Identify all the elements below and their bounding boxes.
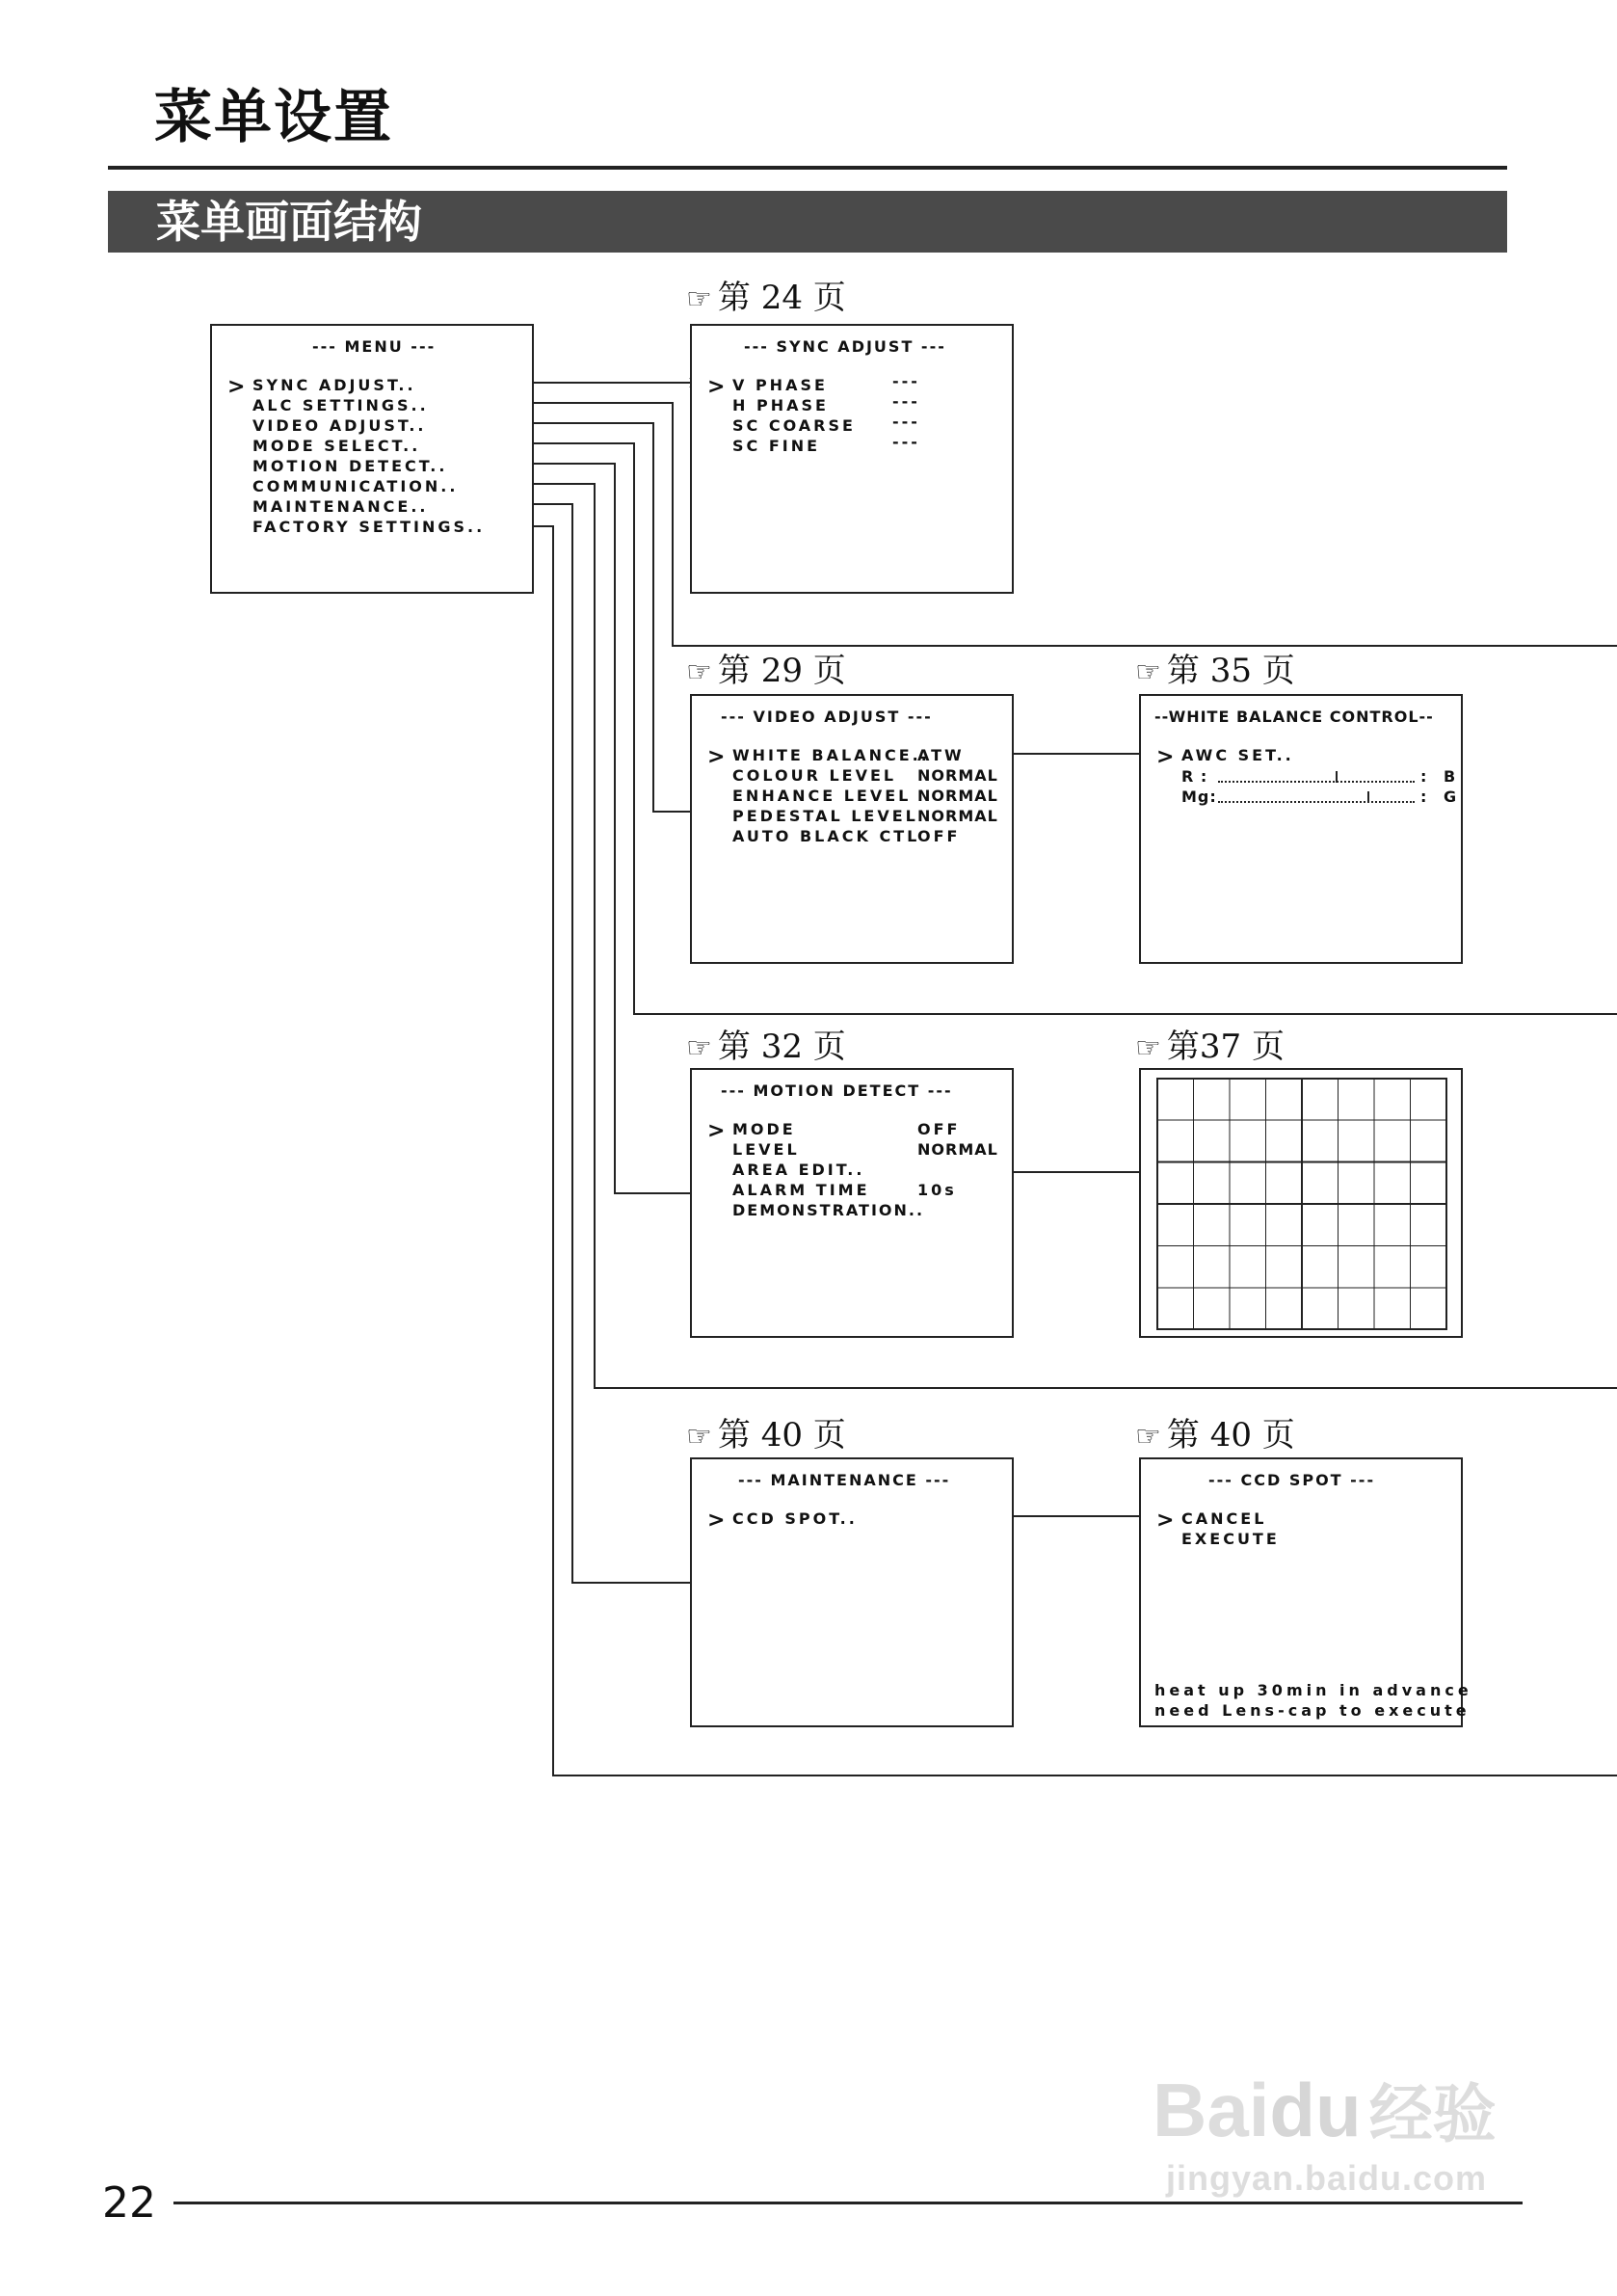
page-ref-maint: ☞ 第 40 页 xyxy=(686,1416,846,1455)
watermark-cn: 经验 xyxy=(1368,2078,1497,2149)
motion-row-label[interactable]: DEMONSTRATION.. xyxy=(732,1201,925,1219)
cursor-icon: > xyxy=(707,745,726,769)
video-adjust-header: --- VIDEO ADJUST --- xyxy=(721,707,933,726)
sync-row-value: --- xyxy=(892,413,920,431)
video-row-value: NORMAL xyxy=(917,787,998,805)
cursor-icon: > xyxy=(707,1119,726,1143)
sync-row-label[interactable]: H PHASE xyxy=(732,396,829,414)
page-ref-motion: ☞ 第 32 页 xyxy=(686,1028,846,1066)
watermark-paw: du xyxy=(1269,2068,1362,2152)
ccd-note-line2: need Lens-cap to execute xyxy=(1154,1701,1471,1720)
menu-item-sync-adjust[interactable]: SYNC ADJUST.. xyxy=(252,376,416,394)
sync-row-value: --- xyxy=(892,372,920,390)
page-ref-area: ☞ 第37 页 xyxy=(1135,1028,1285,1066)
page-ref-ccd: ☞ 第 40 页 xyxy=(1135,1416,1295,1455)
menu-item-motion-detect[interactable]: MOTION DETECT.. xyxy=(252,457,448,475)
r-label: R : xyxy=(1181,767,1208,786)
connector-maint xyxy=(466,504,692,1583)
page-ref-wb: ☞ 第 35 页 xyxy=(1135,652,1295,690)
menu-item-maintenance[interactable]: MAINTENANCE.. xyxy=(252,497,429,516)
sync-row-label[interactable]: SC COARSE xyxy=(732,416,856,435)
cursor-icon: > xyxy=(707,375,726,399)
video-row-value: NORMAL xyxy=(917,766,998,785)
pointing-hand-icon: ☞ xyxy=(1135,655,1161,689)
mg-label: Mg: xyxy=(1181,788,1217,806)
menu-item-communication[interactable]: COMMUNICATION.. xyxy=(252,477,459,495)
mg-end-label: : G xyxy=(1420,788,1463,806)
video-row-value: ATW xyxy=(917,746,965,764)
motion-row-value: NORMAL xyxy=(917,1140,998,1159)
footer-rule xyxy=(173,2202,1523,2204)
motion-detect-screen xyxy=(690,1068,1014,1338)
baidu-watermark xyxy=(1153,2068,1497,2198)
motion-row-value: OFF xyxy=(917,1120,961,1138)
cursor-icon: > xyxy=(707,1508,726,1533)
connector-alc xyxy=(466,403,1617,646)
ccd-spot-screen xyxy=(1139,1457,1472,1727)
cursor-icon: > xyxy=(1156,1508,1175,1533)
white-balance-header: --WHITE BALANCE CONTROL-- xyxy=(1154,707,1434,726)
menu-item-alc-settings[interactable]: ALC SETTINGS.. xyxy=(252,396,429,414)
motion-row-label[interactable]: LEVEL xyxy=(732,1140,800,1159)
ccd-note-line1: heat up 30min in advance xyxy=(1154,1681,1472,1699)
page-title: 菜单设置 xyxy=(154,84,393,151)
video-row-label[interactable]: WHITE BALANCE.. xyxy=(732,746,930,764)
pointing-hand-icon: ☞ xyxy=(686,1031,712,1065)
sync-row-label[interactable]: V PHASE xyxy=(732,376,828,394)
ccd-spot-item[interactable]: CCD SPOT.. xyxy=(732,1509,858,1528)
cursor-icon: > xyxy=(227,375,246,399)
execute-option[interactable]: EXECUTE xyxy=(1181,1530,1280,1548)
r-end-label: : B xyxy=(1420,767,1462,786)
r-balance-marker xyxy=(1336,771,1338,783)
video-row-label[interactable]: PEDESTAL LEVEL xyxy=(732,807,918,825)
maintenance-screen xyxy=(690,1457,1014,1727)
video-row-value: NORMAL xyxy=(917,807,998,825)
sync-row-label[interactable]: SC FINE xyxy=(732,437,821,455)
sync-adjust-screen xyxy=(690,324,1014,594)
awc-set-item[interactable]: AWC SET.. xyxy=(1181,746,1294,764)
page-number: 22 xyxy=(102,2178,156,2228)
mg-balance-track[interactable] xyxy=(1218,801,1415,803)
motion-row-value: 10s xyxy=(917,1181,957,1199)
section-title: 菜单画面结构 xyxy=(156,196,422,248)
white-balance-screen xyxy=(1139,694,1463,964)
watermark-url: jingyan.baidu.com xyxy=(1166,2158,1488,2198)
cancel-option[interactable]: CANCEL xyxy=(1181,1509,1267,1528)
maintenance-header: --- MAINTENANCE --- xyxy=(738,1471,951,1489)
pointing-hand-icon: ☞ xyxy=(1135,1420,1161,1454)
page-ref-sync: ☞ 第 24 页 xyxy=(686,279,846,317)
motion-row-label[interactable]: AREA EDIT.. xyxy=(732,1161,865,1179)
watermark-brand: Bai xyxy=(1153,2068,1270,2152)
r-balance-track[interactable] xyxy=(1218,781,1415,783)
sync-row-value: --- xyxy=(892,392,920,411)
cursor-icon: > xyxy=(1156,745,1175,769)
pointing-hand-icon: ☞ xyxy=(686,1420,712,1454)
menu-item-factory-settings[interactable]: FACTORY SETTINGS.. xyxy=(252,518,486,536)
pointing-hand-icon: ☞ xyxy=(686,282,712,316)
menu-header: --- MENU --- xyxy=(312,337,437,356)
menu-screen xyxy=(210,324,534,594)
pointing-hand-icon: ☞ xyxy=(686,655,712,689)
video-adjust-screen xyxy=(690,694,1014,964)
motion-detect-header: --- MOTION DETECT --- xyxy=(721,1081,953,1100)
menu-item-mode-select[interactable]: MODE SELECT.. xyxy=(252,437,421,455)
video-row-value: OFF xyxy=(917,827,961,845)
motion-row-label[interactable]: MODE xyxy=(732,1120,796,1138)
pointing-hand-icon: ☞ xyxy=(1135,1031,1161,1065)
sync-row-value: --- xyxy=(892,433,920,451)
area-edit-screen xyxy=(1139,1068,1463,1338)
video-row-label[interactable]: AUTO BLACK CTL xyxy=(732,827,920,845)
motion-row-label[interactable]: ALARM TIME xyxy=(732,1181,870,1199)
menu-item-video-adjust[interactable]: VIDEO ADJUST.. xyxy=(252,416,427,435)
mg-balance-marker xyxy=(1367,791,1369,803)
page-ref-video: ☞ 第 29 页 xyxy=(686,652,846,690)
sync-adjust-header: --- SYNC ADJUST --- xyxy=(744,337,946,356)
video-row-label[interactable]: COLOUR LEVEL xyxy=(732,766,897,785)
detection-area-grid[interactable] xyxy=(1156,1078,1447,1330)
video-row-label[interactable]: ENHANCE LEVEL xyxy=(732,787,912,805)
ccd-spot-header: --- CCD SPOT --- xyxy=(1208,1471,1376,1489)
